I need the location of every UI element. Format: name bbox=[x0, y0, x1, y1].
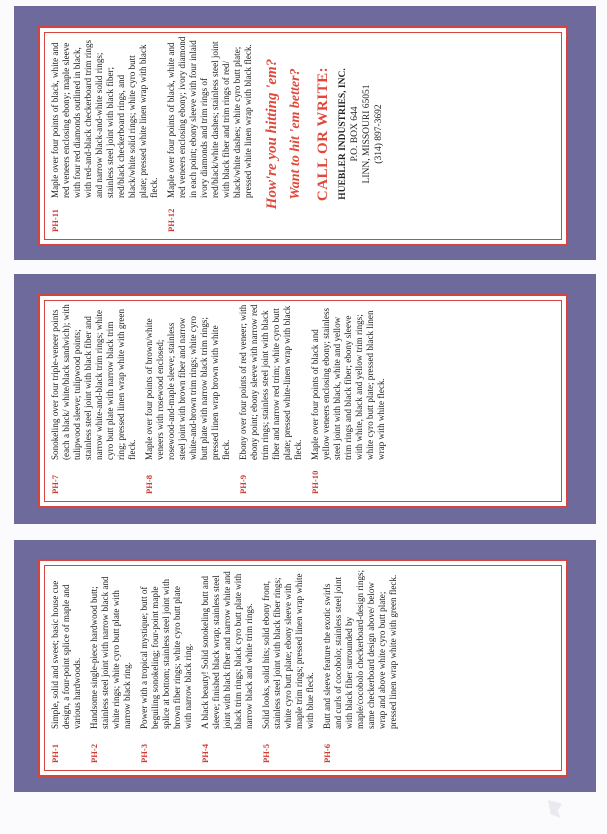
cue-description: Power with a tropical mystique; butt of beguiling sonokeling; four-point maple splice at bottom; stainless steel joint with brown fiber rings; white cyro butt plate with narrow black ring. bbox=[139, 578, 193, 729]
cue-code: PH-3 bbox=[139, 743, 149, 763]
panel-top bbox=[38, 26, 568, 246]
cue-description: Simple, solid and sweet; basic house cue design, a four-point splice of maple and various hardwoods. bbox=[50, 580, 82, 729]
cue-code: PH-6 bbox=[322, 743, 332, 763]
cue-code: PH-4 bbox=[200, 743, 210, 763]
cue-entry bbox=[166, 36, 254, 232]
cue-description: Handsome single-piece hardwood butt; stainless steel joint with narrow black and white rings; white cyro butt plate with narrow black ring. bbox=[89, 576, 132, 729]
panel-top-content bbox=[50, 36, 556, 232]
cue-code: PH-10 bbox=[310, 470, 320, 494]
cue-description: A black beauty! Solid sonokeling butt and sleeve; finished black wrap; stainless steel joint with black fiber and narrow white and black trim rings; black cyro butt plate with narrow black and white trim rings. bbox=[200, 571, 254, 729]
cue-entry bbox=[89, 569, 133, 763]
cue-entry bbox=[139, 569, 194, 763]
panel-bottom-content bbox=[50, 569, 556, 763]
cue-description: Sonokeling over four triple-veneer points (each a black/ white/black sandwich); with tulipwood sleeve; tulipwood points; stainless steel joint with black fiber and narrow white-and-black trim rings; white cyro butt plate with narrow black trim ring; pressed linen wrap white with green fleck. bbox=[50, 304, 137, 460]
address-line-2: LINN, MISSOURI 65051 bbox=[362, 84, 372, 184]
panel-middle bbox=[38, 294, 568, 508]
cue-code: PH-12 bbox=[166, 208, 176, 232]
cue-entry bbox=[144, 304, 232, 494]
cue-description: Ebony over four points of red veneer; with ebony point; ebony sleeve with narrow red trim rings; stainless steel joint with black fiber and narrow red trim; white cyro butt plate; pressed white-linen wrap with black fleck. bbox=[238, 304, 303, 460]
cue-entry bbox=[322, 569, 399, 763]
cue-entry bbox=[310, 304, 387, 494]
cue-description: Maple over four points of black, white and red veneers enclosing ebony; ivory diamond in each point; ebony sleeve with four inlaid ivory diamonds and trim rings of red/black/white dashes; stainless steel joint with black fiber and trim rings of red/ black/white dashes; white cyro butt plate; pressed white linen wrap with black fleck. bbox=[166, 36, 253, 198]
cue-code: PH-11 bbox=[50, 209, 60, 232]
cue-description: Maple over four points of black, white and red veneers enclosing ebony; maple sleeve with four red diamonds outlined in black, with red-and-black checkerboard trim rings and narrow black-and-white solid rings; stainless steel joint with black fiber; red/black checkerboard rings, and black/white solid rings; white cyro butt plate; pressed white linen wrap with black fleck. bbox=[50, 39, 159, 198]
call-or-write: CALL OR WRITE: bbox=[315, 66, 331, 202]
cue-code: PH-9 bbox=[238, 474, 248, 494]
cue-entry bbox=[50, 304, 138, 494]
address-line-1: P.O. BOX 644 bbox=[350, 106, 360, 162]
cue-entry bbox=[261, 569, 316, 763]
cue-entry bbox=[238, 304, 304, 494]
panel-bottom bbox=[38, 559, 568, 777]
cue-entry bbox=[50, 36, 160, 232]
panel-middle-content bbox=[50, 304, 556, 494]
cue-description: Maple over four points of black and yellow veneers enclosing ebony; stainless steel joint with black, white and yellow trim rings and black fiber; ebony sleeve with white, black and yellow trim rings; white cyro butt plate; pressed black linen wrap with white fleck. bbox=[310, 307, 386, 460]
cue-entry bbox=[200, 569, 255, 763]
cue-code: PH-8 bbox=[144, 474, 154, 494]
cue-code: PH-5 bbox=[261, 743, 271, 763]
cue-description: Butt and sleeve feature the exotic swirls and curls of cocobolo; stainless steel joint with black fiber surrounded by maple/cocobolo checkerboard-design rings; same checkerboard design above/ below wrap and above white cyro butt plate; pressed linen wrap white with green fleck. bbox=[322, 569, 398, 729]
cue-code: PH-2 bbox=[89, 743, 99, 763]
phone-number: (314) 897-3692 bbox=[374, 104, 384, 164]
cue-description: Solid looks, solid hits; solid ebony front, stainless steel joint with black fiber rings; white cyro butt plate; ebony sleeve with maple trim rings; pressed linen wrap white with blue fleck. bbox=[261, 573, 315, 729]
tagline-how: How're you hitting 'em? bbox=[264, 58, 280, 210]
company-name: HUEBLER INDUSTRIES, INC. bbox=[338, 68, 348, 200]
cue-code: PH-7 bbox=[50, 474, 60, 494]
torn-corner bbox=[548, 800, 562, 818]
cue-code: PH-1 bbox=[50, 743, 60, 763]
tagline-want: Want to hit 'em better? bbox=[288, 68, 303, 200]
contact-block bbox=[264, 36, 385, 232]
cue-entry bbox=[50, 569, 83, 763]
cue-description: Maple over four points of brown/white veneers with rosewood enclosed; rosewood-and-maple sleeve; stainless steel joint with brown fiber and narrow white-and-brown trim rings; white cyro butt plate with narrow black trim rings; pressed linen wrap brown with white fleck. bbox=[144, 316, 231, 460]
